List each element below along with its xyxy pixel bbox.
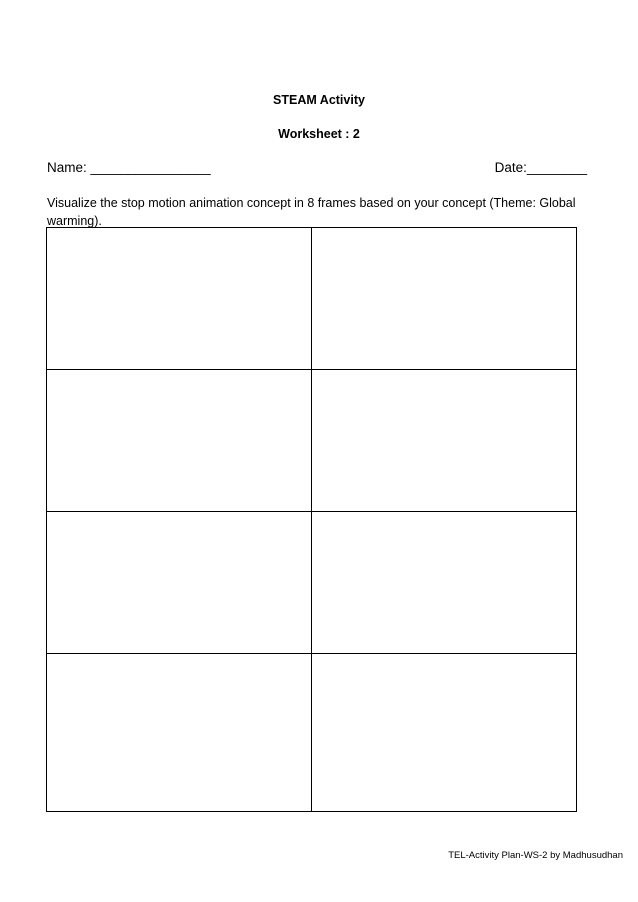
frame-1[interactable] <box>47 228 312 370</box>
frame-2[interactable] <box>312 228 576 370</box>
frame-6[interactable] <box>312 512 576 654</box>
frame-4[interactable] <box>312 370 576 512</box>
worksheet-title: STEAM Activity <box>273 93 365 107</box>
student-info-row <box>47 160 587 180</box>
footer-credit: TEL-Activity Plan-WS-2 by Madhusudhan <box>448 850 623 861</box>
name-field[interactable]: Name: ________________ <box>47 160 211 175</box>
worksheet-number: Worksheet : 2 <box>278 127 360 141</box>
frames-grid <box>46 227 577 812</box>
instruction-text: Visualize the stop motion animation concept in 8 frames based on your concept (Theme: Global warming). <box>47 196 576 228</box>
date-field[interactable]: Date:________ <box>494 160 587 175</box>
frame-3[interactable] <box>47 370 312 512</box>
frame-5[interactable] <box>47 512 312 654</box>
frame-7[interactable] <box>47 654 312 811</box>
frame-8[interactable] <box>312 654 576 811</box>
